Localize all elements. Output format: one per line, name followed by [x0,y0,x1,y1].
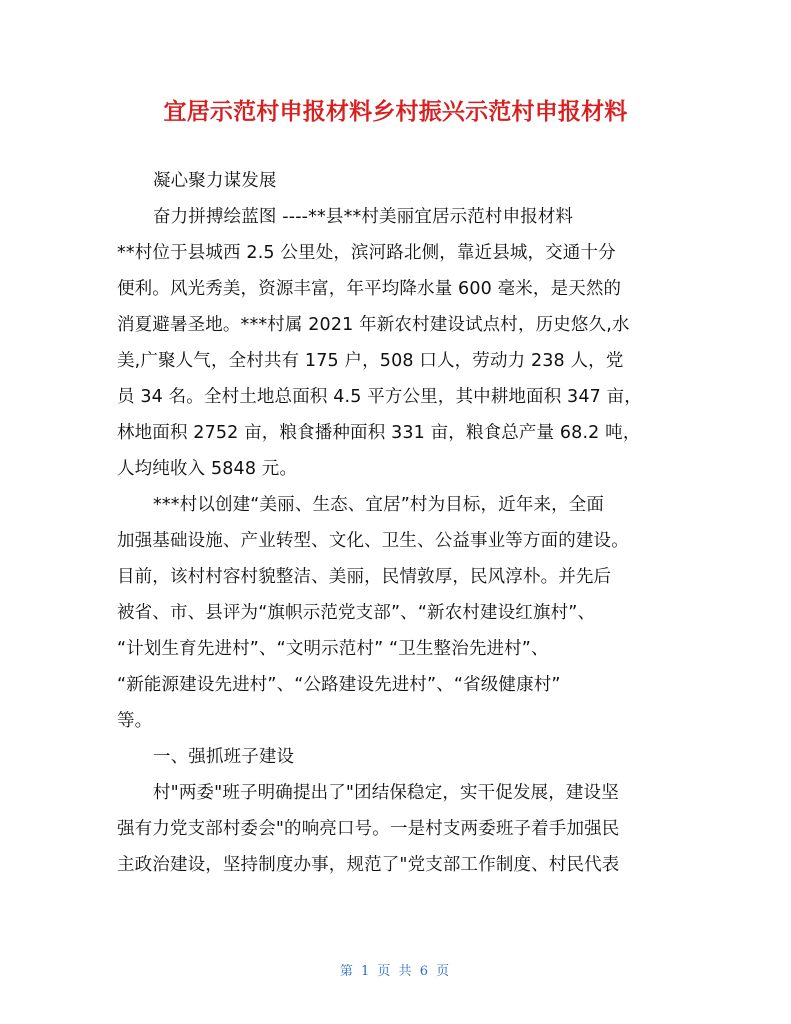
body-line: 人均纯收入 5848 元。 [117,459,298,479]
body-line: 凝心聚力谋发展 [153,171,277,191]
body-line: 奋力拼搏绘蓝图 ----**县**村美丽宜居示范村申报材料 [153,207,574,227]
body-line: 美,广聚人气，全村共有 175 户，508 口人，劳动力 238 人，党 [117,351,624,371]
body-line: 目前，该村村容村貌整洁、美丽，民情敦厚，民风淳朴。并先后 [117,567,612,587]
body-line: **村位于县城西 2.5 公里处，滨河路北侧，靠近县城，交通十分 [117,243,616,263]
body-line: 便利。风光秀美，资源丰富，年平均降水量 600 毫米，是天然的 [117,279,622,299]
body-line: 林地面积 2752 亩，粮食播种面积 331 亩，粮食总产量 68.2 吨， [117,423,641,443]
body-line: 消夏避暑圣地。***村属 2021 年新农村建设试点村，历史悠久,水 [117,315,630,335]
body-line: 强有力党支部村委会"的响亮口号。一是村支两委班子着手加强民 [117,819,620,839]
section-heading: 一、强抓班子建设 [153,747,295,767]
body-line: “新能源建设先进村”、“公路建设先进村”、“省级健康村” [117,675,561,695]
body-line: 主政治建设，坚持制度办事，规范了"党支部工作制度、村民代表 [117,855,620,875]
body-line: 加强基础设施、产业转型、文化、卫生、公益事业等方面的建设。 [117,531,629,551]
document-title: 宜居示范村申报材料乡村振兴示范村申报材料 [163,99,628,125]
body-line: 等。 [117,711,153,731]
page-number-footer: 第 1 页 共 6 页 [339,964,452,979]
body-line: ***村以创建“美丽、生态、宜居”村为目标，近年来，全面 [153,495,605,515]
body-line: “计划生育先进村”、“文明示范村” “卫生整治先进村”、 [117,639,549,659]
body-line: 员 34 名。全村土地总面积 4.5 平方公里，其中耕地面积 347 亩， [117,387,642,407]
body-line: 被省、市、县评为“旗帜示范党支部”、“新农村建设红旗村”、 [117,603,596,623]
body-line: 村"两委"班子明确提出了"团结保稳定，实干促发展，建设坚 [153,783,619,803]
